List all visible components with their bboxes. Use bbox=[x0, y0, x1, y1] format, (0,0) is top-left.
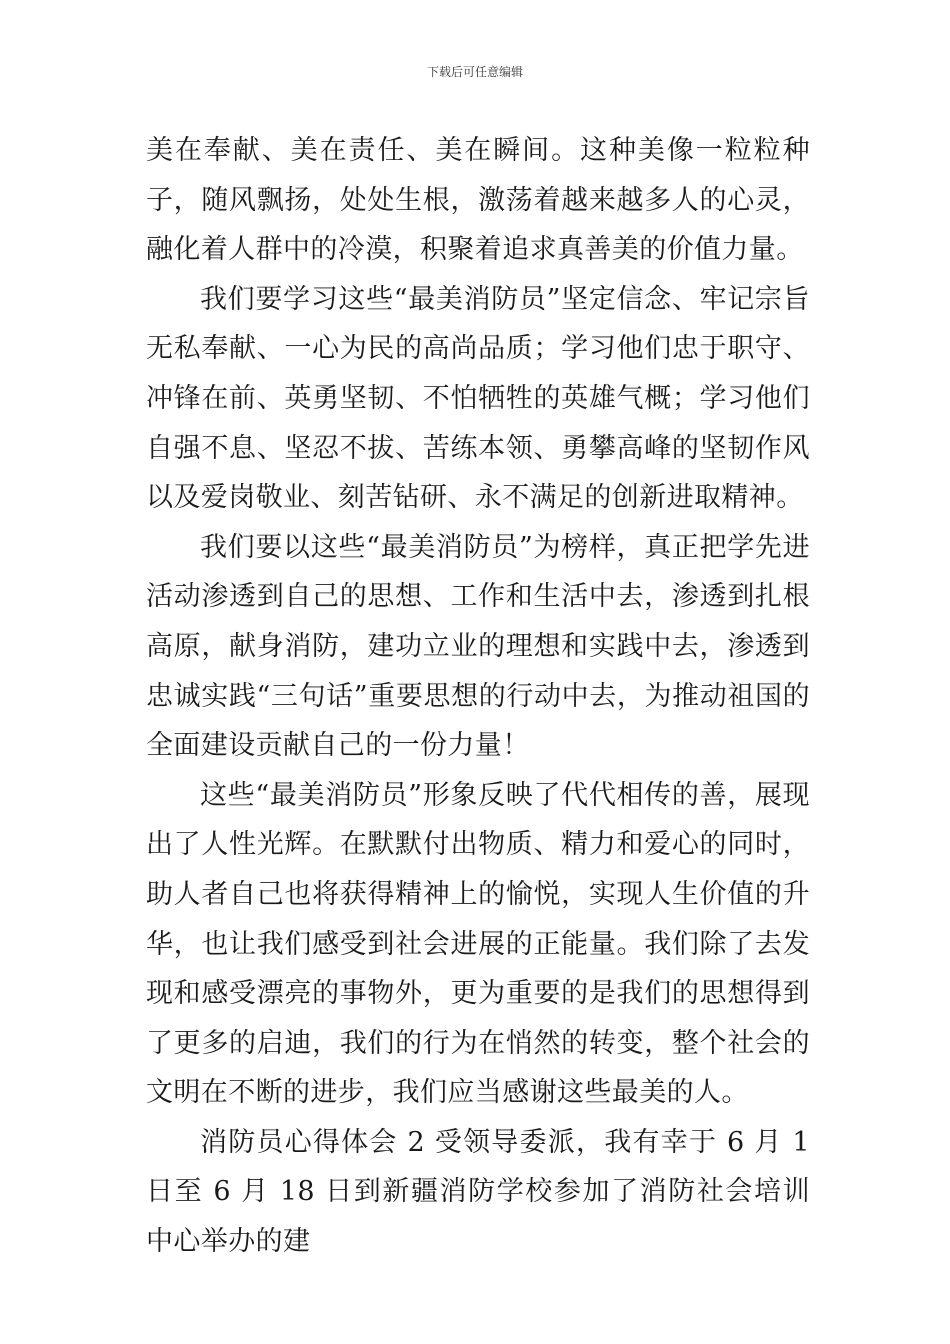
paragraph-3: 我们要以这些“最美消防员”为榜样，真正把学先进活动渗透到自己的思想、工作和生活中去，渗透到扎根高原，献身消防，建功立业的理想和实践中去，渗透到忠诚实践“三句话”重要思想的行动中去，为推动祖国的全面建设贡献自己的一份力量！ bbox=[146, 531, 810, 762]
paragraph-4: 这些“最美消防员”形象反映了代代相传的善，展现出了人性光辉。在默默付出物质、精力和爱心的同时，助人者自己也将获得精神上的愉悦，实现人生价值的升华，也让我们感受到社会进展的正能量。我们除了去发现和感受漂亮的事物外，更为重要的是我们的思想得到了更多的启迪，我们的行为在悄然的转变，整个社会的文明在不断的进步，我们应当感谢这些最美的人。 bbox=[146, 779, 810, 1109]
paragraph-1: 美在奉献、美在责任、美在瞬间。这种美像一粒粒种子，随风飘扬，处处生根，激荡着越来越多人的心灵，融化着人群中的冷漠，积聚着追求真善美的价值力量。 bbox=[146, 135, 810, 266]
paragraph-5: 消防员心得体会 2 受领导委派，我有幸于 6 月 1 日至 6 月 18 日到新疆消防学校参加了消防社会培训中心举办的建 bbox=[146, 1126, 810, 1258]
page-header: 下载后可任意编辑 bbox=[426, 65, 523, 79]
document-body bbox=[146, 126, 810, 1267]
paragraph-2: 我们要学习这些“最美消防员”坚定信念、牢记宗旨无私奉献、一心为民的高尚品质；学习他们忠于职守、冲锋在前、英勇坚韧、不怕牺牲的英雄气概；学习他们自强不息、坚忍不拔、苦练本领、勇攀高峰的坚韧作风以及爱岗敬业、刻苦钻研、永不满足的创新进取精神。 bbox=[146, 283, 810, 514]
